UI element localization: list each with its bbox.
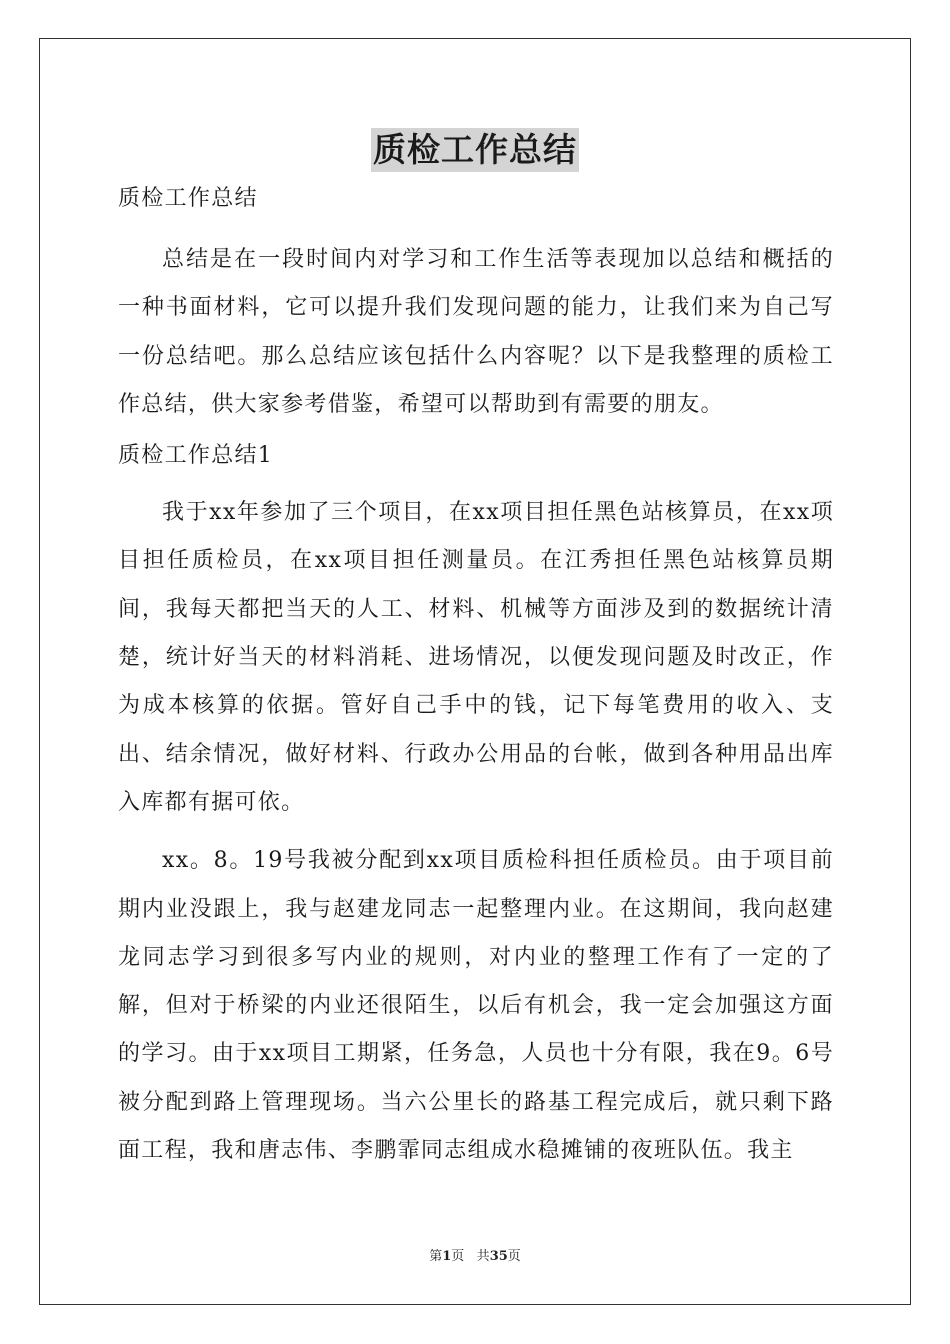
title-container [0, 128, 950, 172]
intro-paragraph: 总结是在一段时间内对学习和工作生活等表现加以总结和概括的一种书面材料，它可以提升我们发现问题的能力，让我们来为自己写一份总结吧。那么总结应该包括什么内容呢？以下是我整理的质检工作总结，供大家参考借鉴，希望可以帮助到有需要的朋友。 [118, 247, 834, 417]
section-paragraph-1: 我于xx年参加了三个项目，在xx项目担任黑色站核算员，在xx项目担任质检员，在xx项目担任测量员。在江秀担任黑色站核算员期间，我每天都把当天的人工、材料、机械等方面涉及到的数据统计清楚，统计好当天的材料消耗、进场情况，以便发现问题及时改正，作为成本核算的依据。管好自己手中的钱，记下每笔费用的收入、支出、结余情况，做好材料、行政办公用品的台帐，做到各种用品出库入库都有据可依。 [118, 500, 834, 815]
document-body [118, 182, 834, 1175]
document-title: 质检工作总结 [371, 128, 579, 172]
page-number: 1 [442, 1249, 452, 1264]
page-suffix: 页 [451, 1249, 465, 1264]
page-prefix: 第 [429, 1249, 443, 1264]
section-heading: 质检工作总结1 [118, 443, 274, 469]
total-suffix: 页 [507, 1249, 521, 1264]
total-pages: 35 [489, 1249, 508, 1264]
document-subtitle: 质检工作总结 [118, 186, 258, 211]
section-paragraph-2: xx。8。19号我被分配到xx项目质检科担任质检员。由于项目前期内业没跟上，我与赵建龙同志一起整理内业。在这期间，我向赵建龙同志学习到很多写内业的规则，对内业的整理工作有了一定的了解，但对于桥梁的内业还很陌生，以后有机会，我一定会加强这方面的学习。由于xx项目工期紧，任务急，人员也十分有限，我在9。6号被分配到路上管理现场。当六公里长的路基工程完成后，就只剩下路面工程，我和唐志伟、李鹏霏同志组成水稳摊铺的夜班队伍。我主 [118, 848, 834, 1164]
page-footer [0, 1245, 950, 1264]
total-prefix: 共 [476, 1249, 490, 1264]
